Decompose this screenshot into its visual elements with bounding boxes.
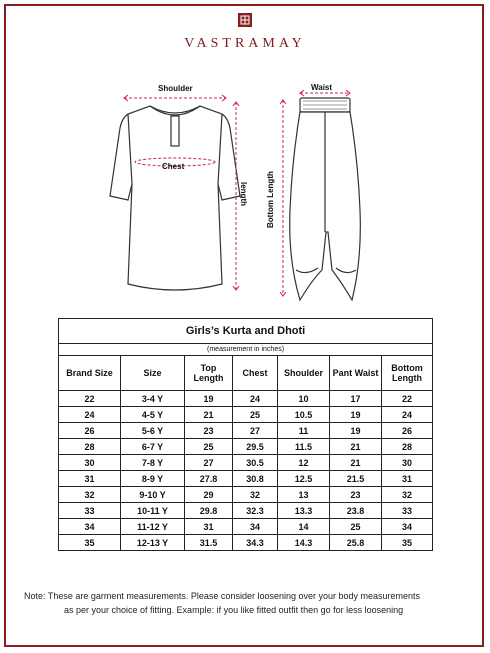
column-header: Brand Size [59, 356, 121, 391]
column-header: Pant Waist [330, 356, 382, 391]
table-title: Girls’s Kurta and Dhoti [59, 319, 433, 344]
table-cell: 30.5 [233, 455, 278, 471]
table-subtitle: (measurement in inches) [59, 344, 433, 356]
table-cell: 25 [330, 519, 382, 535]
table-row [59, 439, 433, 455]
table-cell: 31 [185, 519, 233, 535]
table-cell: 14.3 [278, 535, 330, 551]
table-cell: 28 [382, 439, 433, 455]
table-cell: 33 [59, 503, 121, 519]
column-header: Chest [233, 356, 278, 391]
table-cell: 28 [59, 439, 121, 455]
table-cell: 19 [330, 407, 382, 423]
table-cell: 19 [185, 391, 233, 407]
table-cell: 22 [382, 391, 433, 407]
table-cell: 19 [330, 423, 382, 439]
table-row [59, 519, 433, 535]
table-cell: 34 [233, 519, 278, 535]
table-row [59, 487, 433, 503]
waist-label: Waist [311, 83, 333, 92]
table-cell: 32 [382, 487, 433, 503]
table-row [59, 535, 433, 551]
table-cell: 23 [330, 487, 382, 503]
table-cell: 13 [278, 487, 330, 503]
note-line-1: Note: These are garment measurements. Please consider loosening over your body measurements [24, 591, 421, 601]
table-cell: 29 [185, 487, 233, 503]
table-cell: 21 [185, 407, 233, 423]
table-cell: 27 [233, 423, 278, 439]
shoulder-measure-line [124, 95, 226, 101]
column-header: Size [121, 356, 185, 391]
table-cell: 12-13 Y [121, 535, 185, 551]
table-cell: 30.8 [233, 471, 278, 487]
kurta-diagram [0, 0, 490, 310]
table-cell: 7-8 Y [121, 455, 185, 471]
table-cell: 25 [185, 439, 233, 455]
table-cell: 12 [278, 455, 330, 471]
table-cell: 13.3 [278, 503, 330, 519]
bottom-length-label: Bottom Length [266, 171, 275, 228]
table-cell: 21 [330, 439, 382, 455]
table-cell: 6-7 Y [121, 439, 185, 455]
table-cell: 29.8 [185, 503, 233, 519]
table-cell: 34 [59, 519, 121, 535]
table-cell: 24 [382, 407, 433, 423]
table-cell: 30 [59, 455, 121, 471]
table-cell: 29.5 [233, 439, 278, 455]
table-cell: 33 [382, 503, 433, 519]
table-cell: 34.3 [233, 535, 278, 551]
table-cell: 23.8 [330, 503, 382, 519]
table-cell: 23 [185, 423, 233, 439]
table-cell: 10.5 [278, 407, 330, 423]
table-cell: 31 [59, 471, 121, 487]
table-cell: 21.5 [330, 471, 382, 487]
table-cell: 32 [233, 487, 278, 503]
table-row [59, 471, 433, 487]
table-cell: 34 [382, 519, 433, 535]
table-row [59, 423, 433, 439]
dhoti-outline [290, 98, 361, 300]
length-label: length [239, 182, 248, 206]
table-cell: 10-11 Y [121, 503, 185, 519]
table-cell: 17 [330, 391, 382, 407]
table-row [59, 503, 433, 519]
table-cell: 11-12 Y [121, 519, 185, 535]
table-row [59, 455, 433, 471]
table-cell: 27 [185, 455, 233, 471]
shoulder-label: Shoulder [158, 84, 193, 93]
bottom-length-measure-line [280, 100, 286, 296]
table-cell: 24 [233, 391, 278, 407]
table-cell: 8-9 Y [121, 471, 185, 487]
table-cell: 26 [59, 423, 121, 439]
table-cell: 35 [382, 535, 433, 551]
table-cell: 32 [59, 487, 121, 503]
brand-name: VASTRAMAY [184, 36, 306, 51]
table-cell: 26 [382, 423, 433, 439]
table-cell: 31 [382, 471, 433, 487]
table-cell: 14 [278, 519, 330, 535]
table-cell: 24 [59, 407, 121, 423]
table-cell: 22 [59, 391, 121, 407]
table-cell: 3-4 Y [121, 391, 185, 407]
table-row [59, 391, 433, 407]
table-cell: 30 [382, 455, 433, 471]
chest-label: Chest [162, 162, 185, 171]
table-cell: 31.5 [185, 535, 233, 551]
table-cell: 11 [278, 423, 330, 439]
note-line-2: as per your choice of fitting. Example: if you like fitted outfit then go for less loosening [64, 605, 404, 615]
table-cell: 27.8 [185, 471, 233, 487]
table-cell: 21 [330, 455, 382, 471]
column-header: Top Length [185, 356, 233, 391]
table-row [59, 407, 433, 423]
kurta-outline [110, 106, 240, 290]
table-header-row [59, 356, 433, 391]
column-header: Bottom Length [382, 356, 433, 391]
table-cell: 10 [278, 391, 330, 407]
table-cell: 4-5 Y [121, 407, 185, 423]
table-cell: 35 [59, 535, 121, 551]
table-cell: 25 [233, 407, 278, 423]
size-chart-table [58, 318, 432, 551]
table-cell: 32.3 [233, 503, 278, 519]
table-cell: 11.5 [278, 439, 330, 455]
fitting-note [24, 589, 476, 617]
table-cell: 9-10 Y [121, 487, 185, 503]
table-cell: 12.5 [278, 471, 330, 487]
column-header: Shoulder [278, 356, 330, 391]
table-cell: 5-6 Y [121, 423, 185, 439]
table-cell: 25.8 [330, 535, 382, 551]
